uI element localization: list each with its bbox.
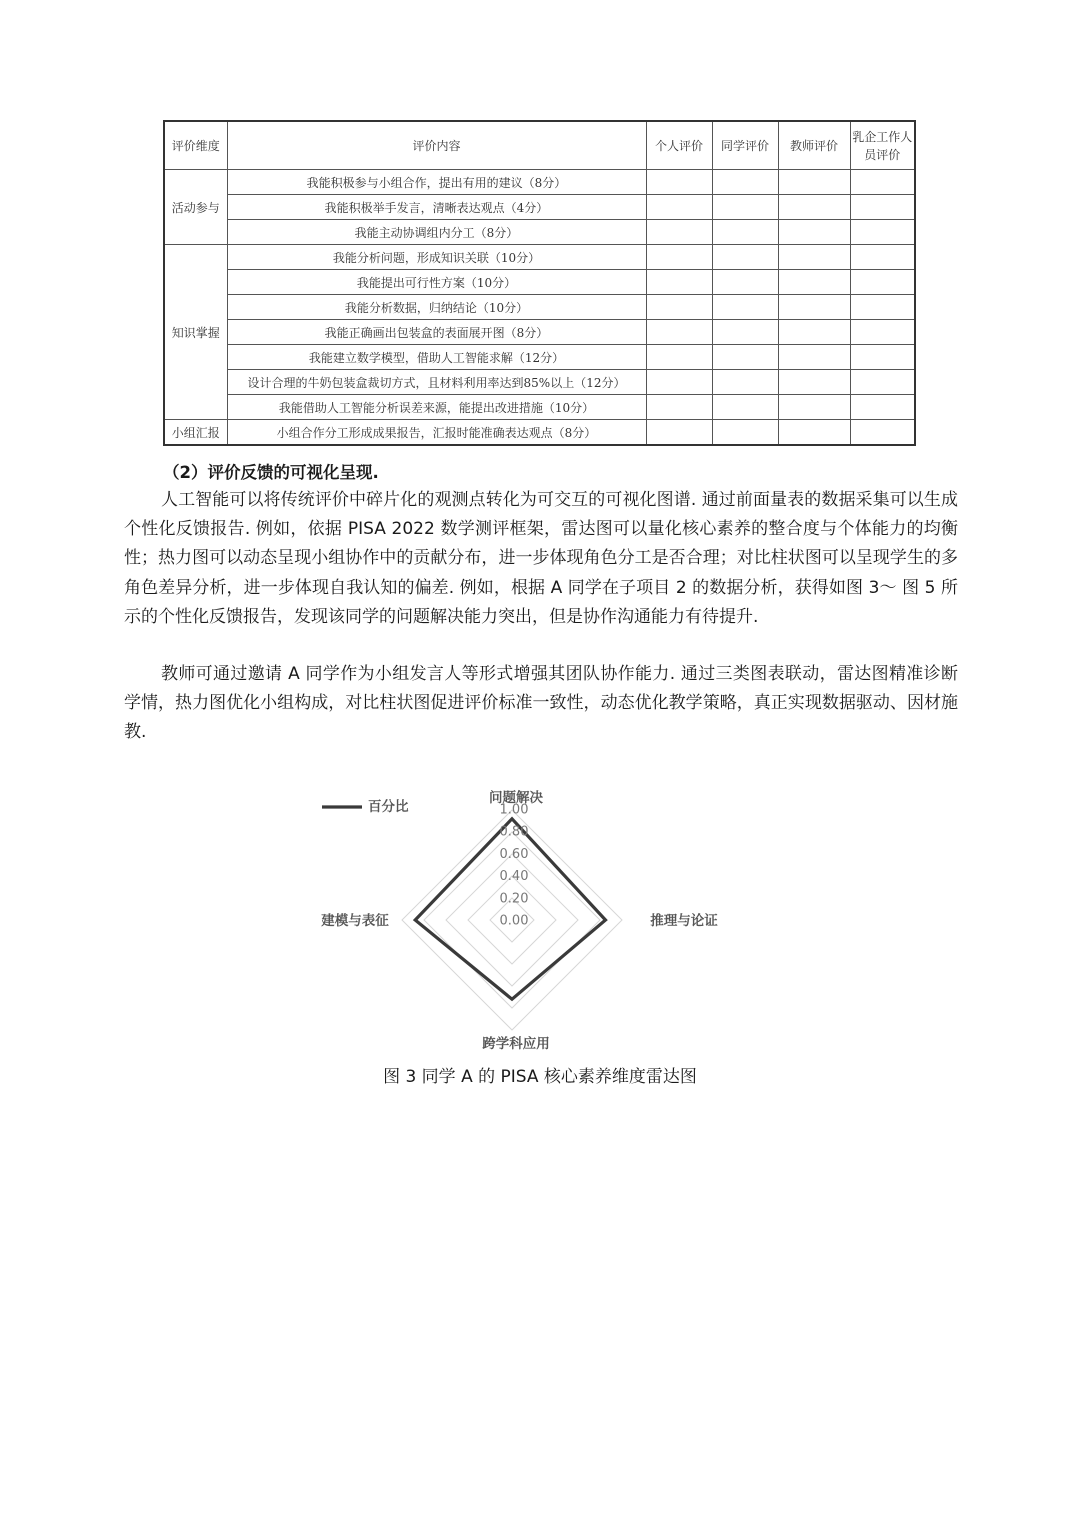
self-score-cell (646, 270, 712, 295)
section-subheading: （2）评价反馈的可视化呈现. (163, 463, 379, 482)
staff-score-cell (850, 270, 915, 295)
table-row (164, 170, 915, 195)
self-score-cell (646, 220, 712, 245)
table-row (164, 345, 915, 370)
content-cell: 我能分析数据，归纳结论（10分） (227, 295, 646, 320)
self-score-cell (646, 420, 712, 446)
axis-label: 建模与表征 (321, 913, 389, 929)
table-row (164, 245, 915, 270)
axis-label: 跨学科应用 (482, 1036, 550, 1052)
teacher-score-cell (778, 420, 850, 446)
paragraph: 教师可通过邀请 A 同学作为小组发言人等形式增强其团队协作能力. 通过三类图表联动，雷达图精准诊断学情，热力图优化小组构成，对比柱状图促进评价标准一致性，动态优化教学策略，真正实现数据驱动、因材施教. (124, 664, 958, 743)
staff-score-cell (850, 395, 915, 420)
table-row (164, 295, 915, 320)
teacher-score-cell (778, 345, 850, 370)
content-cell: 我能建立数学模型，借助人工智能求解（12分） (227, 345, 646, 370)
peer-score-cell (712, 395, 778, 420)
content-cell: 我能主动协调组内分工（8分） (227, 220, 646, 245)
peer-score-cell (712, 295, 778, 320)
legend-label: 百分比 (368, 799, 409, 815)
teacher-score-cell (778, 370, 850, 395)
content-cell: 设计合理的牛奶包装盒裁切方式，且材料利用率达到85%以上（12分） (227, 370, 646, 395)
table-row (164, 320, 915, 345)
content-cell: 我能提出可行性方案（10分） (227, 270, 646, 295)
evaluation-table (163, 120, 916, 446)
figure-caption: 图 3 同学 A 的 PISA 核心素养维度雷达图 (383, 1067, 697, 1087)
header-self: 个人评价 (646, 121, 712, 170)
tick-label: 0.80 (499, 824, 529, 840)
peer-score-cell (712, 370, 778, 395)
tick-label: 0.60 (499, 846, 529, 862)
teacher-score-cell (778, 395, 850, 420)
peer-score-cell (712, 270, 778, 295)
self-score-cell (646, 320, 712, 345)
peer-score-cell (712, 245, 778, 270)
content-cell: 我能正确画出包装盒的表面展开图（8分） (227, 320, 646, 345)
teacher-score-cell (778, 320, 850, 345)
staff-score-cell (850, 195, 915, 220)
teacher-score-cell (778, 245, 850, 270)
header-staff: 乳企工作人员评价 (850, 121, 915, 170)
content-cell: 我能积极举手发言，清晰表达观点（4分） (227, 195, 646, 220)
axis-label: 推理与论证 (650, 913, 718, 929)
teacher-score-cell (778, 270, 850, 295)
dimension-cell: 活动参与 (164, 170, 227, 245)
self-score-cell (646, 170, 712, 195)
peer-score-cell (712, 170, 778, 195)
content-cell: 我能积极参与小组合作，提出有用的建议（8分） (227, 170, 646, 195)
staff-score-cell (850, 420, 915, 446)
header-teacher: 教师评价 (778, 121, 850, 170)
axis-label: 问题解决 (489, 790, 543, 806)
header-peer: 同学评价 (712, 121, 778, 170)
paragraph: 人工智能可以将传统评价中碎片化的观测点转化为可交互的可视化图谱. 通过前面量表的数据采集可以生成个性化反馈报告. 例如，依据 PISA 2022 数学测评框架，雷达图可以量化核心素养的整合度与个体能力的均衡性；热力图可以动态呈现小组协作中的贡献分布，进一步体现角色分工是否合理；对比柱状图可以呈现学生的多角色差异分析，进一步体现自我认知的偏差. 例如，根据 A 同学在子项目 2 的数据分析，获得如图 3～ 图 5 所示的个性化反馈报告，发现该同学的问题解决能力突出，但是协作沟通能力有待提升. (124, 490, 958, 627)
header-dimension: 评价维度 (164, 121, 227, 170)
table-row (164, 270, 915, 295)
peer-score-cell (712, 320, 778, 345)
teacher-score-cell (778, 295, 850, 320)
table-row (164, 420, 915, 446)
staff-score-cell (850, 320, 915, 345)
tick-label: 0.40 (499, 869, 529, 885)
self-score-cell (646, 370, 712, 395)
peer-score-cell (712, 220, 778, 245)
content-cell: 小组合作分工形成成果报告，汇报时能准确表达观点（8分） (227, 420, 646, 446)
content-cell: 我能借助人工智能分析误差来源，能提出改进措施（10分） (227, 395, 646, 420)
staff-score-cell (850, 295, 915, 320)
tick-label: 0.00 (499, 913, 529, 929)
staff-score-cell (850, 220, 915, 245)
peer-score-cell (712, 420, 778, 446)
dimension-cell: 小组汇报 (164, 420, 227, 446)
dimension-cell: 知识掌握 (164, 245, 227, 420)
self-score-cell (646, 295, 712, 320)
teacher-score-cell (778, 195, 850, 220)
radar-chart (300, 780, 780, 1060)
header-content: 评价内容 (227, 121, 646, 170)
self-score-cell (646, 345, 712, 370)
self-score-cell (646, 195, 712, 220)
peer-score-cell (712, 345, 778, 370)
staff-score-cell (850, 345, 915, 370)
self-score-cell (646, 395, 712, 420)
self-score-cell (646, 245, 712, 270)
staff-score-cell (850, 170, 915, 195)
tick-label: 0.20 (499, 891, 529, 907)
peer-score-cell (712, 195, 778, 220)
staff-score-cell (850, 245, 915, 270)
table-header-row (164, 121, 915, 170)
content-cell: 我能分析问题，形成知识关联（10分） (227, 245, 646, 270)
table-row (164, 370, 915, 395)
staff-score-cell (850, 370, 915, 395)
teacher-score-cell (778, 170, 850, 195)
teacher-score-cell (778, 220, 850, 245)
table-row (164, 395, 915, 420)
tick-label: 1.00 (499, 802, 529, 818)
series-polygon (415, 819, 605, 999)
table-row (164, 220, 915, 245)
table-row (164, 195, 915, 220)
